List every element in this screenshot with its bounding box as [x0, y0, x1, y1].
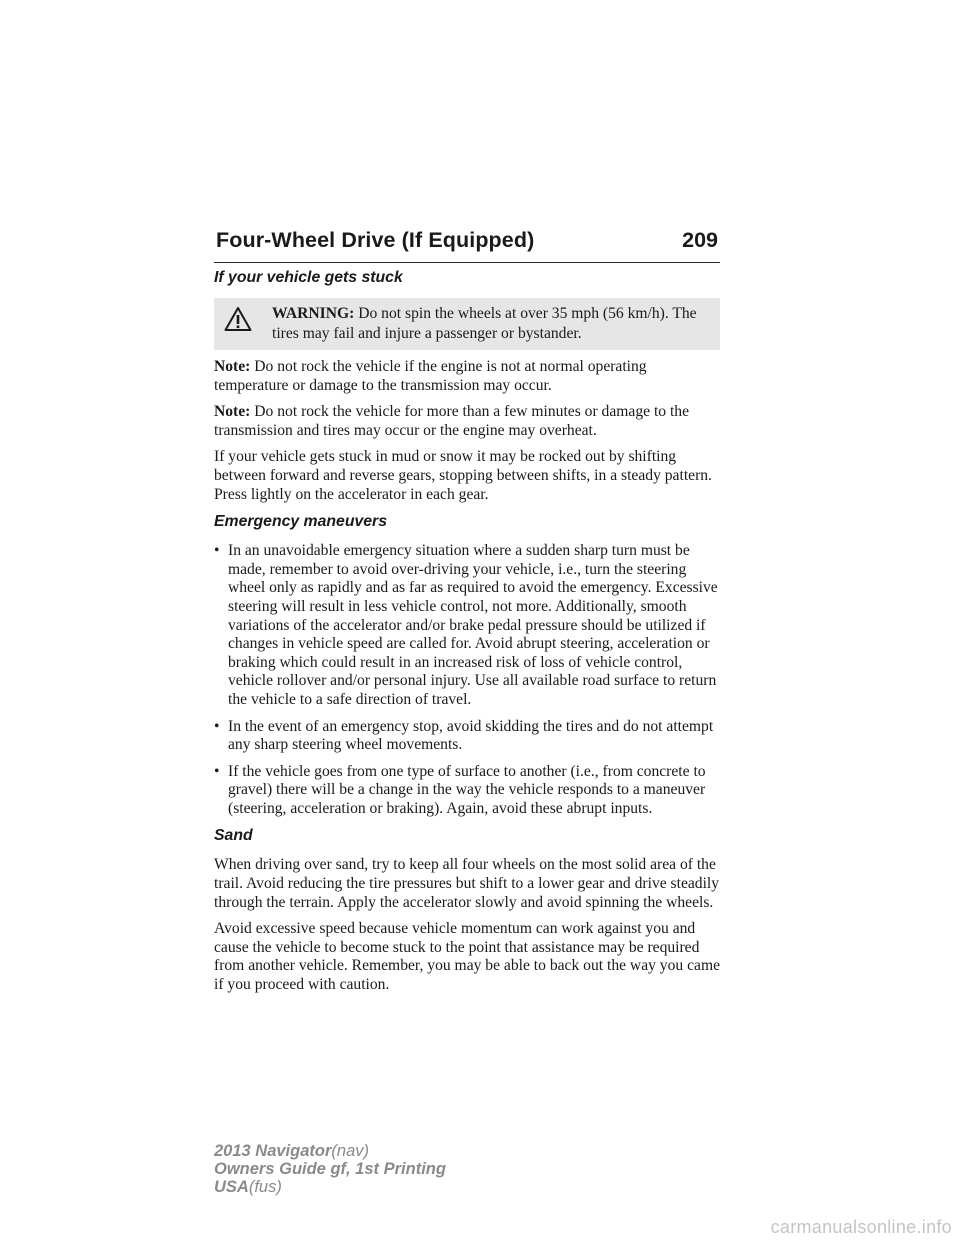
warning-box [214, 298, 720, 350]
page-number: 209 [682, 228, 718, 252]
list-item-text: In an unavoidable emergency situation where a sudden sharp turn must be made, remember to avoid over-driving your vehicle, i.e., turn the steering wheel only as rapidly and as far as required to avoid the emergency. Excessive steering will result in less vehicle control, not more. Additionally, smooth variations of the accelerator and/or brake pedal pressure should be utilized if changes in vehicle speed are called for. Avoid abrupt steering, acceleration or braking which could result in an increased risk of loss of vehicle control, vehicle rollover and/or personal injury. Use all available road surface to return the vehicle to a safe direction of travel. [228, 542, 718, 708]
page-content [214, 268, 720, 1003]
list-item-text: In the event of an emergency stop, avoid skidding the tires and do not attempt any sharp steering wheel movements. [228, 717, 714, 754]
emergency-list [214, 542, 720, 818]
warning-text: Do not spin the wheels at over 35 mph (56 km/h). The tires may fail and injure a passenger or bystander. [272, 305, 697, 342]
note-label: Note: [214, 403, 251, 421]
footer-market-code: (fus) [248, 1178, 282, 1196]
warning-label: WARNING: [272, 305, 355, 322]
note-text: Do not rock the vehicle if the engine is not at normal operating temperature or damage to the transmission may occur. [214, 358, 647, 394]
bullet-icon: • [214, 762, 220, 780]
note-text: Do not rock the vehicle for more than a few minutes or damage to the transmission and tires may occur or the engine may overheat. [214, 403, 690, 439]
list-item [214, 763, 720, 819]
footer-line-model [214, 1142, 446, 1160]
warning-triangle-icon [224, 306, 252, 332]
list-item [214, 718, 720, 755]
page-title: Four-Wheel Drive (If Equipped) [216, 228, 535, 252]
list-item [214, 542, 720, 709]
note-paragraph [214, 358, 720, 395]
stuck-paragraph: If your vehicle gets stuck in mud or snow it may be rocked out by shifting between forward and reverse gears, stopping between shifts, in a steady pattern. Press lightly on the accelerator in each gear. [214, 448, 712, 503]
footer-model-code: (nav) [331, 1142, 369, 1160]
footer-model: 2013 Navigator [214, 1142, 332, 1160]
footer-line-market [214, 1178, 446, 1196]
bullet-icon: • [214, 717, 220, 735]
bullet-icon: • [214, 542, 220, 560]
note-paragraph [214, 403, 720, 440]
page-header [214, 228, 720, 263]
footer-printing: Owners Guide gf, 1st Printing [214, 1160, 446, 1178]
footer-market: USA [214, 1178, 249, 1196]
heading-emergency: Emergency maneuvers [214, 513, 387, 531]
list-item-text: If the vehicle goes from one type of surface to another (i.e., from concrete to gravel) there will be a change in the way the vehicle responds to a maneuver (steering, acceleration or braking). Again, avoid these abrupt inputs. [228, 762, 706, 817]
sand-paragraph: Avoid excessive speed because vehicle momentum can work against you and cause the vehicle to become stuck to the point that assistance may be required from another vehicle. Remember, you may be able to back out the way you came if you proceed with caution. [214, 920, 720, 994]
page-footer [214, 1142, 446, 1196]
heading-sand: Sand [214, 827, 253, 845]
watermark: carmanualsonline.info [770, 1217, 952, 1237]
sand-paragraph: When driving over sand, try to keep all four wheels on the most solid area of the trail. Avoid reducing the tire pressures but shift to a lower gear and drive steadily through the terrain. Apply the accelerator slowly and avoid spinning the wheels. [214, 856, 720, 911]
note-label: Note: [214, 358, 251, 375]
heading-stuck: If your vehicle gets stuck [214, 269, 403, 286]
